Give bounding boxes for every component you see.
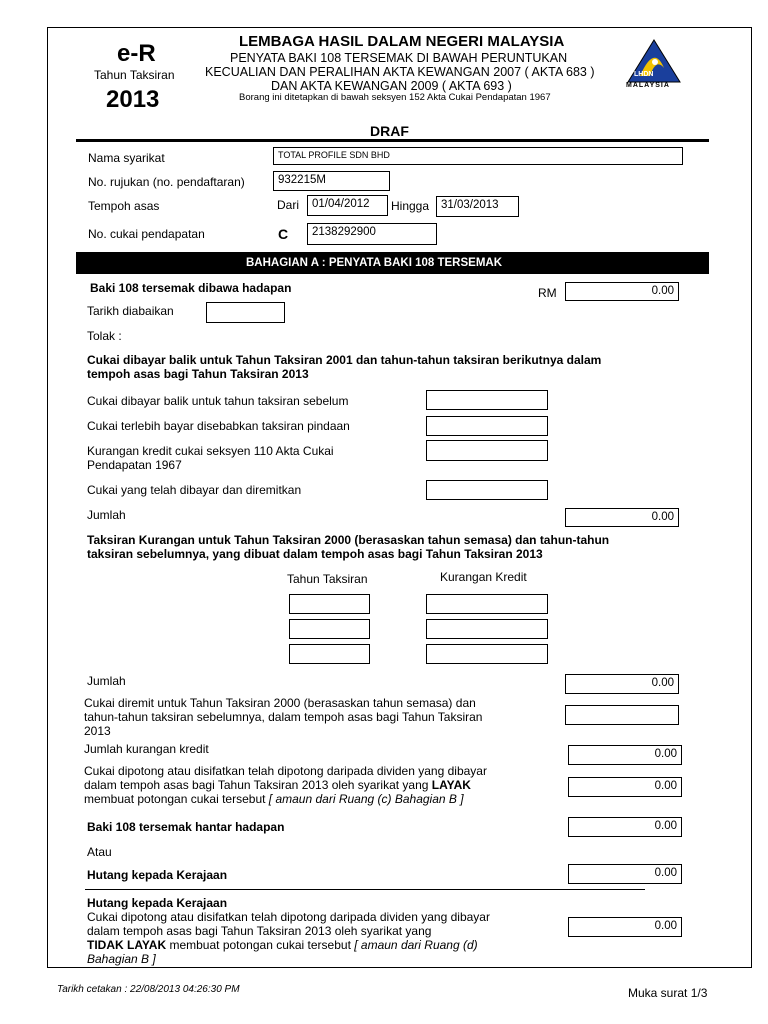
less-label: Tolak :	[87, 329, 122, 343]
total-label: Jumlah	[87, 508, 126, 522]
remit2000-label-3: 2013	[84, 724, 111, 738]
company-name-field[interactable]: TOTAL PROFILE SDN BHD	[273, 147, 683, 165]
remitted-label: Cukai yang telah dibayar dan diremitkan	[87, 483, 302, 497]
overpaid-label: Cukai terlebih bayar disebabkan taksiran pindaan	[87, 419, 350, 433]
lhdn-logo-text: LHDN	[634, 71, 654, 78]
govt-debt2-ineligible-keyword: TIDAK LAYAK	[87, 938, 167, 952]
to-label: Hingga	[391, 199, 430, 213]
ref-label: No. rujukan (no. pendaftaran)	[88, 175, 245, 189]
date-ignored-label: Tarikh diabaikan	[87, 304, 174, 318]
form-subtitle-2: KECUALIAN DAN PERALIHAN AKTA KEWANGAN 2007 ( AKTA 683 )	[205, 65, 595, 79]
section-a-title: BAHAGIAN A : PENYATA BAKI 108 TERSEMAK	[246, 257, 503, 269]
deducted-field[interactable]: 0.00	[568, 777, 682, 797]
refund-prev-label: Cukai dibayar balik untuk tahun taksiran sebelum	[87, 394, 349, 408]
govt-debt-field[interactable]: 0.00	[568, 864, 682, 884]
shortfall-credit-field-2[interactable]	[426, 619, 548, 639]
print-date: Tarikh cetakan : 22/08/2013 04:26:30 PM	[57, 984, 240, 995]
balance-cf-label: Baki 108 tersemak hantar hadapan	[87, 820, 285, 834]
form-subtitle-3: DAN AKTA KEWANGAN 2009 ( AKTA 693 )	[271, 79, 512, 93]
to-date-field[interactable]: 31/03/2013	[436, 196, 519, 217]
balance-bf-field[interactable]: 0.00	[565, 282, 679, 301]
deducted-label-3-ref: [ amaun dari Ruang (c) Bahagian B ]	[268, 792, 464, 806]
refund-heading-2: tempoh asas bagi Tahun Taksiran 2013	[87, 367, 309, 381]
tax-prefix: C	[278, 226, 289, 242]
overpaid-field[interactable]	[426, 416, 548, 436]
refund-prev-field[interactable]	[426, 390, 548, 410]
tax-number-label: No. cukai pendapatan	[88, 227, 205, 241]
lhdn-logo	[620, 38, 688, 90]
total-field[interactable]: 0.00	[565, 508, 679, 527]
deducted-eligible-keyword: LAYAK	[431, 778, 471, 792]
govt-debt2-text-3-ref: [ amaun dari Ruang (d)	[354, 938, 478, 952]
form-title: LEMBAGA HASIL DALAM NEGERI MALAYSIA	[239, 33, 565, 50]
shortfall-year-field-3[interactable]	[289, 644, 370, 664]
draft-label: DRAF	[370, 123, 409, 139]
ref-field[interactable]: 932215M	[273, 171, 390, 191]
govt-debt2-field[interactable]: 0.00	[568, 917, 682, 937]
shortfall-credit-field-1[interactable]	[426, 594, 548, 614]
govt-debt2-text-1: Cukai dipotong atau disifatkan telah dipotong daripada dividen yang dibayar	[87, 910, 490, 924]
col-credit-header: Kurangan Kredit	[440, 570, 527, 584]
year-value: 2013	[106, 86, 160, 113]
credit-s110-field[interactable]	[426, 440, 548, 461]
total-shortfall-field[interactable]: 0.00	[568, 745, 682, 765]
remit2000-field[interactable]	[565, 705, 679, 725]
deducted-label-1: Cukai dipotong atau disifatkan telah dipotong daripada dividen yang dibayar	[84, 764, 487, 778]
total-shortfall-label: Jumlah kurangan kredit	[84, 742, 209, 756]
remitted-field[interactable]	[426, 480, 548, 500]
currency-label: RM	[538, 286, 557, 300]
shortfall-heading-2: taksiran sebelumnya, yang dibuat dalam tempoh asas bagi Tahun Taksiran 2013	[87, 547, 543, 561]
remit2000-label-1: Cukai diremit untuk Tahun Taksiran 2000 (berasaskan tahun semasa) dan	[84, 696, 476, 710]
from-date-field[interactable]: 01/04/2012	[307, 195, 388, 216]
er-logo: e-R	[117, 40, 156, 67]
govt-debt2-text-4: Bahagian B ]	[87, 952, 156, 966]
shortfall-year-field-1[interactable]	[289, 594, 370, 614]
govt-debt-divider	[85, 889, 645, 890]
refund-heading-1: Cukai dibayar balik untuk Tahun Taksiran 2001 dan tahun-tahun taksiran berikutnya dalam	[87, 353, 602, 367]
govt-debt2-text-3-body: membuat potongan cukai tersebut	[166, 938, 355, 952]
credit-s110-label-2: Pendapatan 1967	[87, 458, 182, 472]
period-label: Tempoh asas	[88, 199, 160, 213]
header-divider	[76, 139, 709, 142]
page-number: Muka surat 1/3	[628, 986, 708, 1000]
remit2000-label-2: tahun-tahun taksiran sebelumnya, dalam tempoh asas bagi Tahun Taksiran	[84, 710, 483, 724]
deducted-label-3-text: membuat potongan cukai tersebut	[84, 792, 269, 806]
or-label: Atau	[87, 845, 112, 859]
govt-debt2-text-3	[87, 938, 478, 952]
total2-label: Jumlah	[87, 674, 126, 688]
year-label: Tahun Taksiran	[94, 68, 175, 82]
deducted-label-2-text: dalam tempoh asas bagi Tahun Taksiran 2013 oleh syarikat yang	[84, 778, 432, 792]
balance-bf-label: Baki 108 tersemak dibawa hadapan	[90, 281, 292, 295]
total2-field[interactable]: 0.00	[565, 674, 679, 694]
date-ignored-field[interactable]	[206, 302, 285, 323]
govt-debt2-label: Hutang kepada Kerajaan	[87, 896, 228, 910]
lhdn-logo-country: MALAYSIA	[626, 82, 670, 89]
tax-number-field[interactable]: 2138292900	[307, 223, 437, 245]
govt-debt-label: Hutang kepada Kerajaan	[87, 868, 228, 882]
from-label: Dari	[277, 198, 300, 212]
balance-cf-field[interactable]: 0.00	[568, 817, 682, 837]
company-name-label: Nama syarikat	[88, 151, 165, 165]
shortfall-year-field-2[interactable]	[289, 619, 370, 639]
form-subtitle-1: PENYATA BAKI 108 TERSEMAK DI BAWAH PERUNTUKAN	[230, 51, 568, 65]
credit-s110-label-1: Kurangan kredit cukai seksyen 110 Akta Cukai	[87, 444, 334, 458]
shortfall-heading-1: Taksiran Kurangan untuk Tahun Taksiran 2000 (berasaskan tahun semasa) dan tahun-tahun	[87, 533, 610, 547]
govt-debt2-text-2: dalam tempoh asas bagi Tahun Taksiran 2013 oleh syarikat yang	[87, 924, 432, 938]
deducted-label-2	[84, 778, 471, 792]
form-note: Borang ini ditetapkan di bawah seksyen 152 Akta Cukai Pendapatan 1967	[239, 92, 551, 103]
deducted-label-3	[84, 792, 464, 806]
shortfall-credit-field-3[interactable]	[426, 644, 548, 664]
col-year-header: Tahun Taksiran	[287, 572, 368, 586]
